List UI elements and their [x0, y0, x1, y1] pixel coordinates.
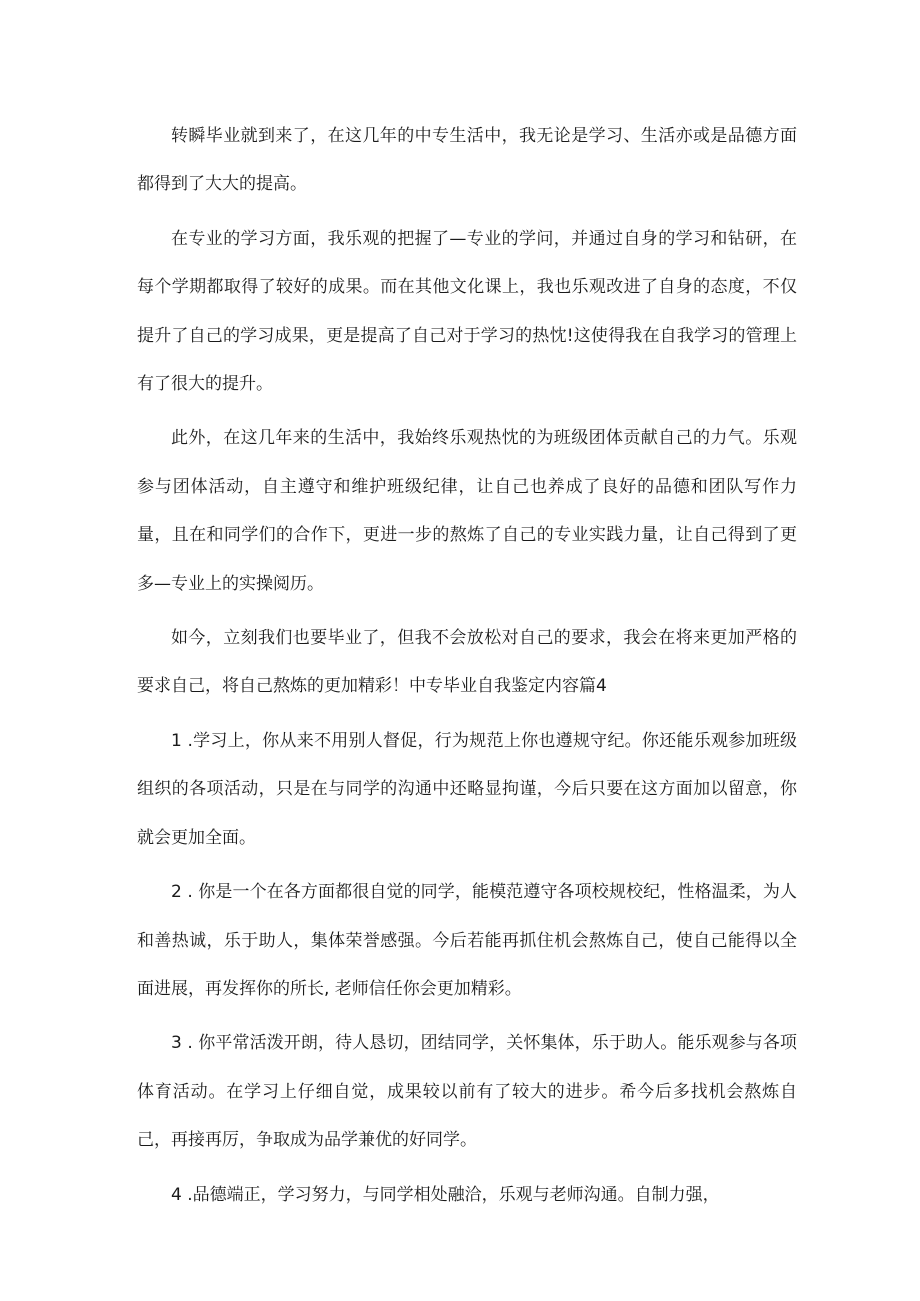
paragraph-class-life: 此外，在这几年来的生活中，我始终乐观热忱的为班级团体贡献自己的力气。乐观参与团体活动，自主遵守和维护班级纪律，让自己也养成了良好的品德和团队写作力量，且在和同学们的合作下，更进一步的熬炼了自己的专业实践力量，让自己得到了更多—专业上的实操阅历。	[137, 428, 797, 594]
paragraph-comment-3: 3 . 你平常活泼开朗，待人恳切，团结同学，关怀集体，乐于助人。能乐观参与各项体育活动。在学习上仔细自觉，成果较以前有了较大的进步。希今后多找机会熬炼自己，再接再厉，争取成为品学兼优的好同学。	[137, 1033, 797, 1151]
paragraph-future-goals: 如今，立刻我们也要毕业了，但我不会放松对自己的要求，我会在将来更加严格的要求自己，将自己熬炼的更加精彩！中专毕业自我鉴定内容篇4	[137, 628, 797, 697]
paragraph-professional-study: 在专业的学习方面，我乐观的把握了—专业的学问，并通过自身的学习和钻研，在每个学期都取得了较好的成果。而在其他文化课上，我也乐观改进了自身的态度，不仅提升了自己的学习成果，更是提高了自己对于学习的热忱!这使得我在自我学习的管理上有了很大的提升。	[137, 228, 797, 395]
paragraph-comment-1: 1 .学习上，你从来不用别人督促，行为规范上你也遵规守纪。你还能乐观参加班级组织的各项活动，只是在与同学的沟通中还略显拘谨，今后只要在这方面加以留意，你就会更加全面。	[137, 730, 797, 848]
paragraph-graduation-intro: 转瞬毕业就到来了，在这几年的中专生活中，我无论是学习、生活亦或是品德方面都得到了大大的提高。	[137, 126, 797, 195]
document-body	[137, 112, 797, 1219]
paragraph-comment-2: 2 . 你是一个在各方面都很自觉的同学，能模范遵守各项校规校纪，性格温柔，为人和善热诚，乐于助人，集体荣誉感强。今后若能再抓住机会熬炼自己，使自己能得以全面进展，再发挥你的所长, 老师信任你会更加精彩。	[137, 882, 797, 999]
paragraph-comment-4: 4 .品德端正，学习努力，与同学相处融洽，乐观与老师沟通。自制力强，	[171, 1184, 720, 1205]
